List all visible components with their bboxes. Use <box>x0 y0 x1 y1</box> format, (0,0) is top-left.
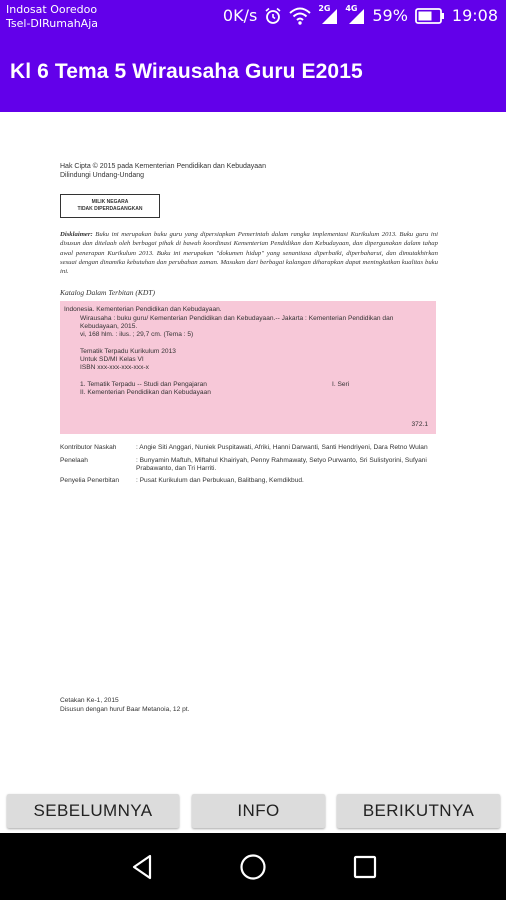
print-info <box>60 696 189 714</box>
signal-2-icon <box>345 3 365 25</box>
credit-row <box>60 477 438 485</box>
cip-line-8: II. Kementerian Pendidikan dan Kebudayaan <box>80 388 211 396</box>
home-icon[interactable] <box>237 851 269 883</box>
carrier-info <box>6 3 98 31</box>
alarm-icon <box>264 7 282 25</box>
network-type-1: 2G <box>318 3 331 13</box>
classification-code: 372.1 <box>411 421 428 429</box>
battery-percent: 59% <box>372 6 408 25</box>
katalog-title: Katalog Dalam Terbitan (KDT) <box>60 288 155 298</box>
carrier-2: Tsel-DIRumahAja <box>6 17 99 30</box>
next-button[interactable]: BERIKUTNYA <box>337 794 500 828</box>
status-bar <box>0 0 506 34</box>
cip-line-7: 1. Tematik Terpadu -- Studi dan Pengajaran <box>80 380 207 388</box>
disclaimer-text: Buku ini merupakan buku guru yang dipersiapkan Pemerintah dalam rangka implementasi Kurikulum 2013. Buku guru ini disusun dan ditelaah oleh berbagai pihak di bawah koordinasi Kementerian Pendidikan dan Kebudayaan, dan dipergunakan dalam tahap awal penerapan Kurikulum 2013. Buku ini merupakan "dokumen hidup" yang senantiasa diperbaiki, diperbaharui, dan dimutakhirkan sesuai dengan dinamika kebutuhan dan perubahan zaman. Masukan dari berbagai kalangan diharapkan dapat meningkatkan kualitas buku ini. <box>60 231 438 276</box>
cip-line-2: Wirausaha : buku guru/ Kementerian Pendidikan dan Kebudayaan.-- Jakarta : Kementerian Pendidikan dan Kebudayaan, 2015. <box>80 314 394 331</box>
credit-row <box>60 457 438 474</box>
cip-line-5: Untuk SD/MI Kelas VI <box>80 355 144 363</box>
app-bar <box>0 34 506 112</box>
credit-key: Penyelia Penerbitan <box>60 477 120 485</box>
app-title: Kl 6 Tema 5 Wirausaha Guru E2015 <box>10 60 363 83</box>
carrier-1: Indosat Ooredoo <box>6 3 98 16</box>
info-button[interactable]: INFO <box>192 794 325 828</box>
protected-line: Dilindungi Undang-Undang <box>60 172 145 179</box>
stamp-line-2: TIDAK DIPERDAGANGKAN <box>77 206 143 212</box>
ownership-stamp <box>60 194 160 218</box>
wifi-icon <box>289 7 311 25</box>
previous-button[interactable]: SEBELUMNYA <box>7 794 179 828</box>
stamp-line-1: MILIK NEGARA <box>91 199 129 205</box>
cip-line-1: Indonesia. Kementerian Pendidikan dan Kebudayaan. <box>64 306 222 314</box>
credit-value: : Bunyamin Maftuh, Miftahul Khairiyah, Penny Rahmawaty, Setyo Purwanto, Sri Sulistyorini, Sufyani Prabawanto, dan Tri Harriti. <box>136 456 427 473</box>
battery-icon <box>415 8 445 24</box>
network-type-2: 4G <box>345 3 358 13</box>
recent-apps-icon[interactable] <box>349 851 381 883</box>
system-nav-bar <box>0 833 506 900</box>
cip-box <box>60 301 436 434</box>
credits <box>60 444 438 485</box>
document-content <box>60 162 438 490</box>
page-nav-bar <box>0 792 506 833</box>
disclaimer-label: Disklaimer: <box>60 231 93 238</box>
clock: 19:08 <box>451 6 498 25</box>
cip-line-6: ISBN xxx-xxx-xxx-xxx-x <box>80 364 149 372</box>
cip-line-7-row <box>64 381 432 389</box>
cip-line-4: Tematik Terpadu Kurikulum 2013 <box>80 347 176 355</box>
credit-value: : Pusat Kurikulum dan Perbukuan, Balitbang, Kemdikbud. <box>136 477 304 485</box>
copyright-line: Hak Cipta © 2015 pada Kementerian Pendidikan dan Kebudayaan <box>60 163 266 170</box>
network-speed: 0K/s <box>222 6 258 25</box>
disclaimer <box>60 230 438 276</box>
back-icon[interactable] <box>126 851 158 883</box>
cip-line-3: vi, 168 hlm. : ilus. ; 29,7 cm. (Tema : 5) <box>80 331 194 339</box>
credit-value: : Angie Siti Anggari, Nuniek Puspitawati, Afriki, Hanni Darwanti, Santi Hendriyeni, Dara Retno Wulan <box>136 444 428 452</box>
status-icons <box>222 3 498 25</box>
credit-row <box>60 444 438 452</box>
print-edition: Cetakan Ke-1, 2015 <box>60 697 119 704</box>
credit-key: Kontributor Naskah <box>60 444 117 452</box>
typeset-info: Disusun dengan huruf Baar Metanoia, 12 pt. <box>60 706 190 713</box>
document-page[interactable] <box>0 112 506 792</box>
cip-line-7b: I. Seri <box>332 380 350 388</box>
signal-1-icon <box>318 3 338 25</box>
credit-key: Penelaah <box>60 456 88 464</box>
